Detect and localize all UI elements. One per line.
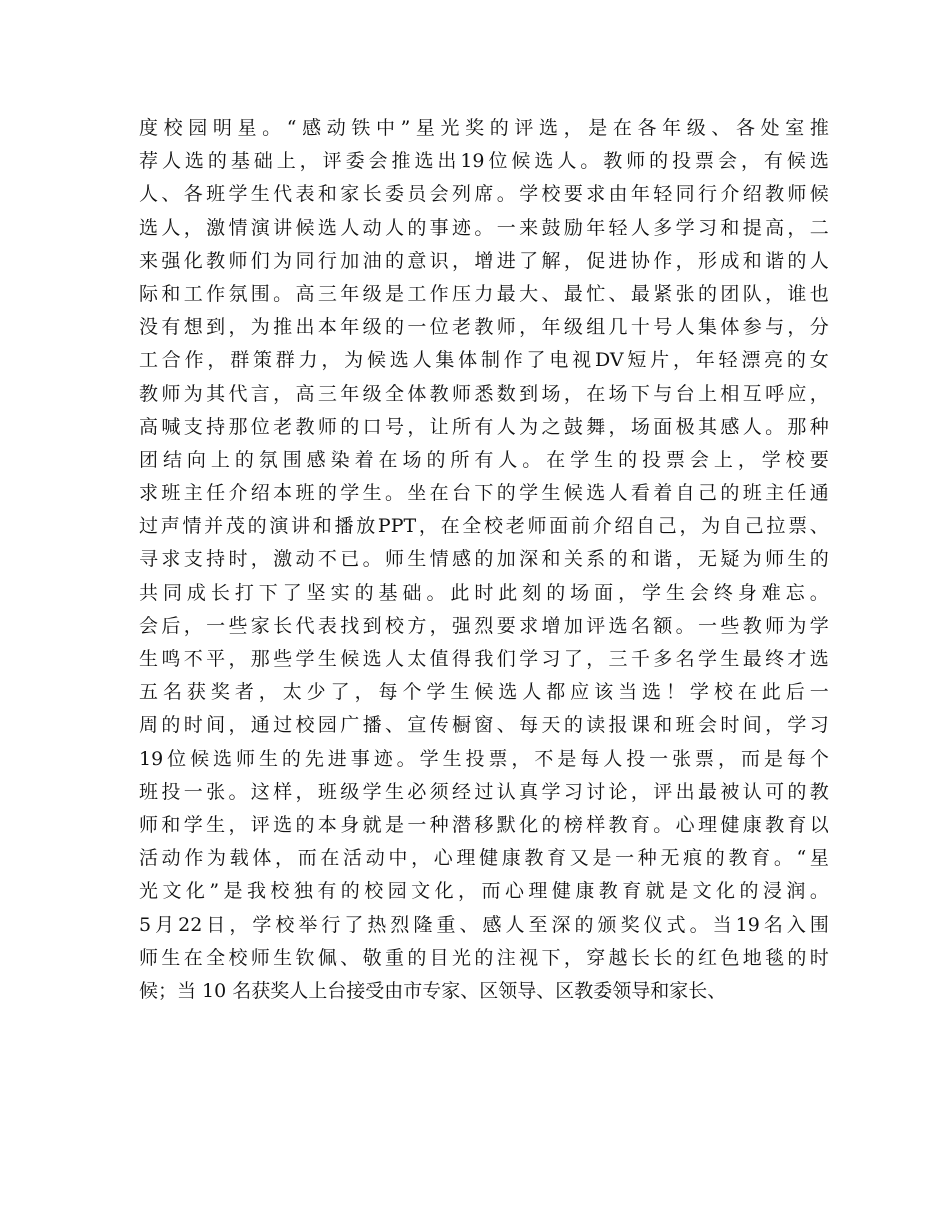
- text-line: 工 合 作 ， 群 策 群 力 ， 为 候 选 人 集 体 制 作 了 电 视 DV 短 片 ， 年 轻 漂 亮 的 女: [139, 349, 829, 372]
- text-line: 共 同 成 长 打 下 了 坚 实 的 基 础 。 此 时 此 刻 的 场 面 ， 学 生 会 终 身 难 忘 。: [139, 581, 829, 604]
- text-line: 度 校 园 明 星 。 “ 感 动 铁 中 ” 星 光 奖 的 评 选 ， 是 在 各 年 级 、 各 处 室 推: [139, 117, 829, 139]
- text-line: 过 声 情 并 茂 的 演 讲 和 播 放 PPT ， 在 全 校 老 师 面 前 介 绍 自 己 ， 为 自 己 拉 票 、: [139, 515, 829, 538]
- text-line: 际 和 工 作 氛 围 。 高 三 年 级 是 工 作 压 力 最 大 、 最 忙 、 最 紧 张 的 团 队 ， 谁 也: [139, 282, 829, 305]
- text-line: 师 生 在 全 校 师 生 钦 佩 、 敬 重 的 目 光 的 注 视 下 ， 穿 越 长 长 的 红 色 地 毯 的 时: [139, 946, 829, 969]
- text-line: 周 的 时 间 ， 通 过 校 园 广 播 、 宣 传 橱 窗 、 每 天 的 读 报 课 和 班 会 时 间 ， 学 习: [139, 714, 829, 737]
- text-line: 五 名 获 奖 者 ， 太 少 了 ， 每 个 学 生 候 选 人 都 应 该 当 选 ！ 学 校 在 此 后 一: [139, 681, 829, 704]
- text-line: 师 和 学 生 ， 评 选 的 本 身 就 是 一 种 潜 移 默 化 的 榜 样 教 育 。 心 理 健 康 教 育 以: [139, 813, 829, 836]
- text-line: 人 、 各 班 学 生 代 表 和 家 长 委 员 会 列 席 。 学 校 要 求 由 年 轻 同 行 介 绍 教 师 候: [139, 183, 829, 206]
- body-text: [139, 112, 829, 1008]
- text-line: 选 人 ， 激 情 演 讲 候 选 人 动 人 的 事 迹 。 一 来 鼓 励 年 轻 人 多 学 习 和 提 高 ， 二: [139, 216, 829, 239]
- text-line: 团 结 向 上 的 氛 围 感 染 着 在 场 的 所 有 人 。 在 学 生 的 投 票 会 上 ， 学 校 要: [139, 448, 829, 471]
- text-line: 会 后 ， 一 些 家 长 代 表 找 到 校 方 ， 强 烈 要 求 增 加 评 选 名 额 。 一 些 教 师 为 学: [139, 614, 829, 637]
- text-line: 寻 求 支 持 时 ， 激 动 不 已 。 师 生 情 感 的 加 深 和 关 系 的 和 谐 ， 无 疑 为 师 生 的: [139, 548, 829, 571]
- text-line: 5 月 22 日 ， 学 校 举 行 了 热 烈 隆 重 、 感 人 至 深 的 颁 奖 仪 式 。 当 19 名 入 围: [139, 913, 829, 936]
- text-line: 班 投 一 张 。 这 样 ， 班 级 学 生 必 须 经 过 认 真 学 习 讨 论 ， 评 出 最 被 认 可 的 教: [139, 780, 829, 803]
- text-line: 来 强 化 教 师 们 为 同 行 加 油 的 意 识 ， 增 进 了 解 ， 促 进 协 作 ， 形 成 和 谐 的 人: [139, 249, 829, 272]
- text-line: 求 班 主 任 介 绍 本 班 的 学 生 。 坐 在 台 下 的 学 生 候 选 人 看 着 自 己 的 班 主 任 通: [139, 482, 829, 505]
- text-line: 教 师 为 其 代 言 ， 高 三 年 级 全 体 教 师 悉 数 到 场 ， 在 场 下 与 台 上 相 互 呼 应 ，: [139, 382, 829, 405]
- text-line: 光 文 化 ” 是 我 校 独 有 的 校 园 文 化 ， 而 心 理 健 康 教 育 就 是 文 化 的 浸 润 。: [139, 880, 829, 903]
- text-line: 荐 人 选 的 基 础 上 ， 评 委 会 推 选 出 19 位 候 选 人 。 教 师 的 投 票 会 ， 有 候 选: [139, 150, 829, 173]
- text-line: 候；当 10 名获奖人上台接受由市专家、区领导、区教委领导和家长、: [139, 979, 727, 1002]
- text-line: 19 位 候 选 师 生 的 先 进 事 迹 。 学 生 投 票 ， 不 是 每 人 投 一 张 票 ， 而 是 每 个: [139, 747, 829, 770]
- text-line: 高 喊 支 持 那 位 老 教 师 的 口 号 ， 让 所 有 人 为 之 鼓 舞 ， 场 面 极 其 感 人 。 那 种: [139, 415, 829, 438]
- text-line: 没 有 想 到 ， 为 推 出 本 年 级 的 一 位 老 教 师 ， 年 级 组 几 十 号 人 集 体 参 与 ， 分: [139, 316, 829, 339]
- text-line: 活 动 作 为 载 体 ， 而 在 活 动 中 ， 心 理 健 康 教 育 又 是 一 种 无 痕 的 教 育 。 “ 星: [139, 847, 829, 870]
- text-line: 生 鸣 不 平 ， 那 些 学 生 候 选 人 太 值 得 我 们 学 习 了 ， 三 千 多 名 学 生 最 终 才 选: [139, 648, 829, 670]
